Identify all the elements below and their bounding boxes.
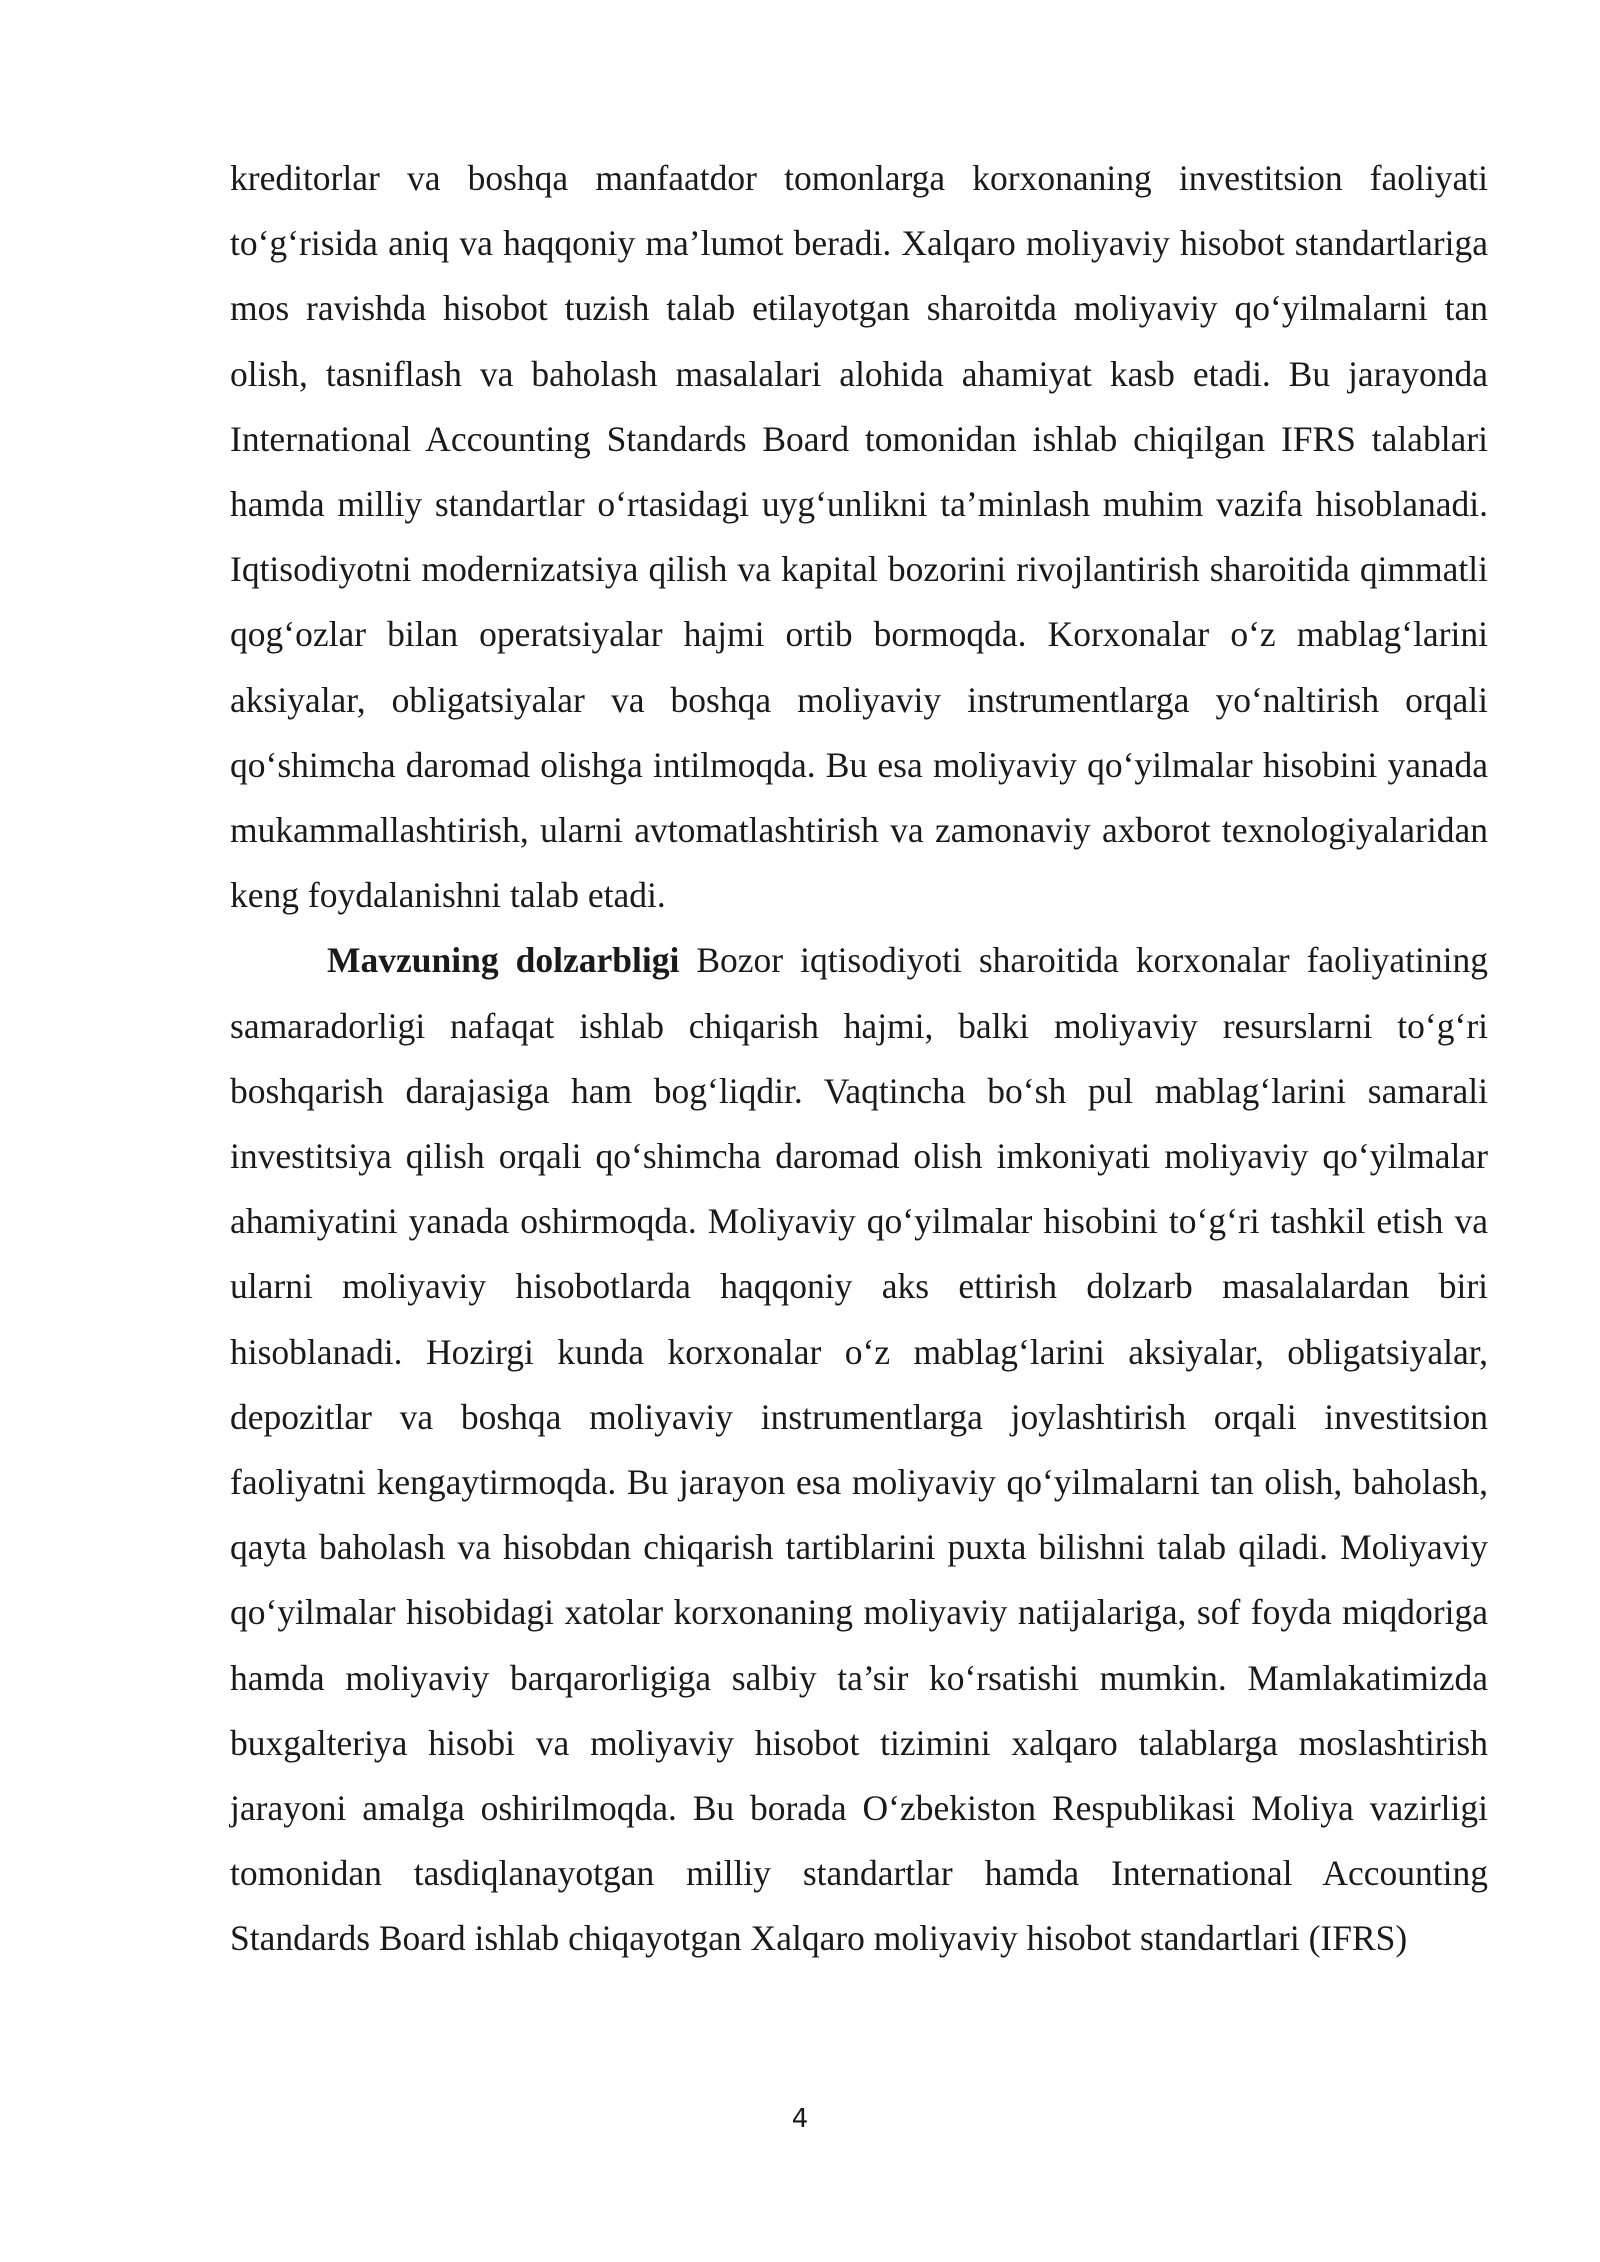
paragraph-relevance (230, 928, 1488, 1971)
section-heading: Mavzuning dolzarbligi (327, 940, 680, 981)
body-text (230, 146, 1488, 1972)
paragraph-continuation: kreditorlar va boshqa manfaatdor tomonlarga korxonaning investitsion faoliyati to‘g‘risida aniq va haqqoniy ma’lumot beradi. Xalqaro moliyaviy hisobot standartlariga mos ravishda hisobot tuzish talab etilayotgan sharoitda moliyaviy qo‘yilmalarni tan olish, tasniflash va baholash masalalari alohida ahamiyat kasb etadi. Bu jarayonda International Accounting Standards Board tomonidan ishlab chiqilgan IFRS talablari hamda milliy standartlar o‘rtasidagi uyg‘unlikni ta’minlash muhim vazifa hisoblanadi. Iqtisodiyotni modernizatsiya qilish va kapital bozorini rivojlantirish sharoitida qimmatli qog‘ozlar bilan operatsiyalar hajmi ortib bormoqda. Korxonalar o‘z mablag‘larini aksiyalar, obligatsiyalar va boshqa moliyaviy instrumentlarga yo‘naltirish orqali qo‘shimcha daromad olishga intilmoqda. Bu esa moliyaviy qo‘yilmalar hisobini yanada mukammallashtirish, ularni avtomatlashtirish va zamonaviy axborot texnologiyalaridan keng foydalanishni talab etadi. (230, 158, 1488, 916)
page-number: 4 (791, 2104, 809, 2134)
paragraph-relevance-body: Bozor iqtisodiyoti sharoitida korxonalar faoliyatining samaradorligi nafaqat ishlab chiqarish hajmi, balki moliyaviy resurslarni to‘g‘ri boshqarish darajasiga ham bog‘liqdir. Vaqtincha bo‘sh pul mablag‘larini samarali investitsiya qilish orqali qo‘shimcha daromad olish imkoniyati moliyaviy qo‘yilmalar ahamiyatini yanada oshirmoqda. Moliyaviy qo‘yilmalar hisobini to‘g‘ri tashkil etish va ularni moliyaviy hisobotlarda haqqoniy aks ettirish dolzarb masalalardan biri hisoblanadi. Hozirgi kunda korxonalar o‘z mablag‘larini aksiyalar, obligatsiyalar, depozitlar va boshqa moliyaviy instrumentlarga joylashtirish orqali investitsion faoliyatni kengaytirmoqda. Bu jarayon esa moliyaviy qo‘yilmalarni tan olish, baholash, qayta baholash va hisobdan chiqarish tartiblarini puxta bilishni talab qiladi. Moliyaviy qo‘yilmalar hisobidagi xatolar korxonaning moliyaviy natijalariga, sof foyda miqdoriga hamda moliyaviy barqarorligiga salbiy ta’sir ko‘rsatishi mumkin. Mamlakatimizda buxgalteriya hisobi va moliyaviy hisobot tizimini xalqaro talablarga moslashtirish jarayoni amalga oshirilmoqda. Bu borada O‘zbekiston Respublikasi Moliya vazirligi tomonidan tasdiqlanayotgan milliy standartlar hamda International Accounting Standards Board ishlab chiqayotgan Xalqaro moliyaviy hisobot standartlari (IFRS) (230, 940, 1488, 1959)
